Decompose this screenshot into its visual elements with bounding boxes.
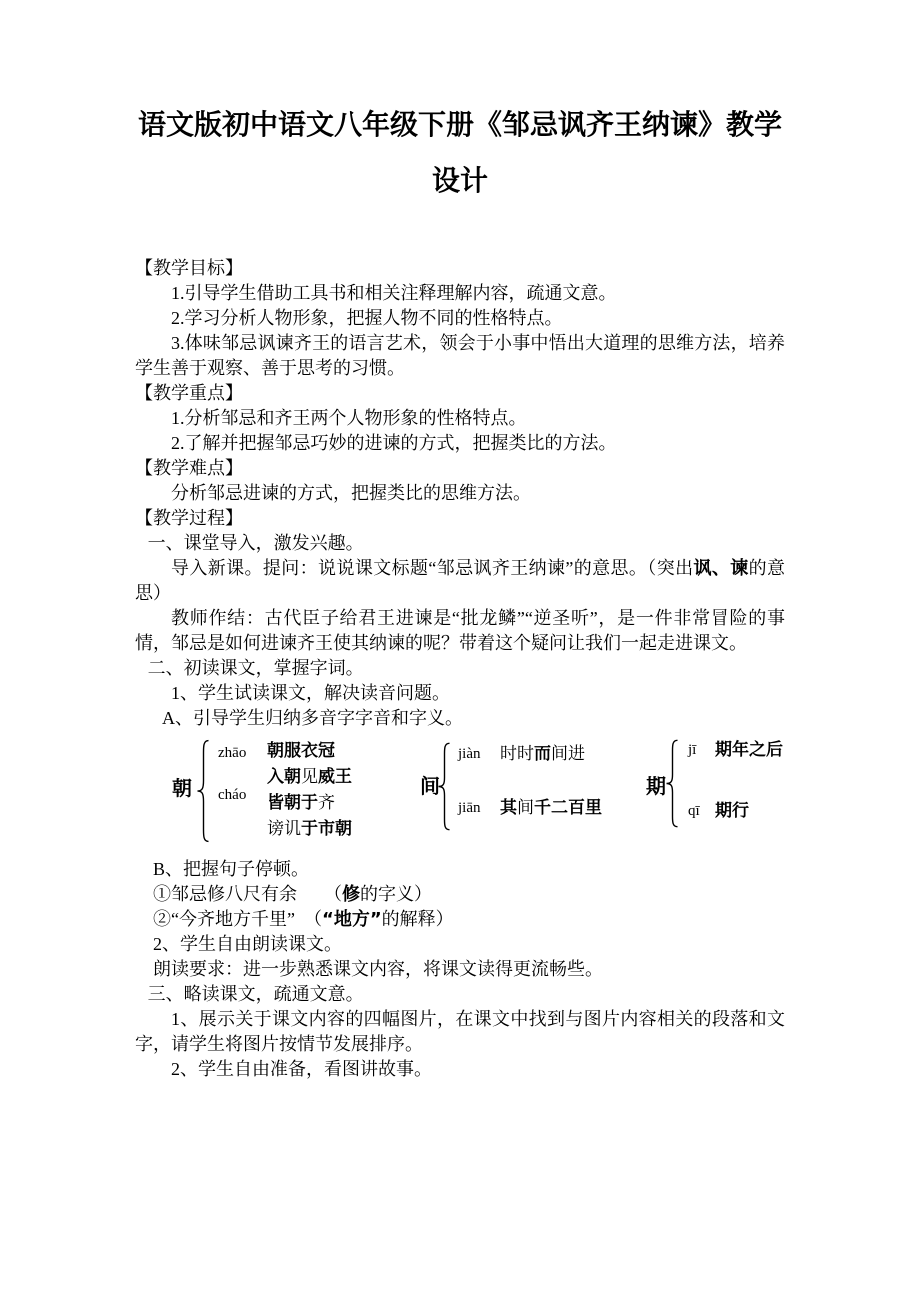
text: 三、略读课文，疏通文意。 [147,984,364,1004]
pinyin-label: qī [688,803,700,819]
polyphone-group [646,739,896,845]
text: 【教学过程】 [135,508,243,528]
example-phrase [267,766,352,788]
bold-text: 讽、谏 [693,558,749,579]
bold-text: 修 [342,884,360,905]
polyphone-group [172,739,422,845]
paragraph [135,481,785,506]
paragraph [135,531,785,556]
text: A、引导学生归纳多音字字音和字义。 [162,708,463,728]
bold-text: “地方” [321,909,382,930]
paragraph [135,857,785,882]
bold-text: 威王 [318,767,352,787]
brace-icon [437,742,451,831]
text: 1.分析邹忌和齐王两个人物形象的性格特点。 [171,408,527,428]
text: 2、学生自由准备，看图讲故事。 [171,1059,432,1079]
text: 2.了解并把握邹忌巧妙的进谏的方式，把握类比的方法。 [171,433,617,453]
pinyin-label: jiàn [458,746,481,762]
title-line-1: 语文版初中语文八年级下册《邹忌讽齐王纳谏》教学 [137,110,782,141]
text: ①邹忌修八尺有余 （ [153,884,342,904]
text: 间 [517,798,534,817]
paragraph [135,982,785,1007]
text: 分析邹忌进谏的方式，把握类比的思维方法。 [171,483,531,503]
text: 【教学目标】 [135,258,243,278]
text: ②“今齐地方千里” （ [153,909,322,929]
section-heading-objectives [135,256,785,281]
section-heading-key-points [135,381,785,406]
paragraph [135,306,785,331]
document-title [115,98,805,210]
example-phrase [715,800,749,822]
text: 齐 [318,793,335,812]
paragraph [135,431,785,456]
paragraph [135,882,785,907]
paragraph [135,281,785,306]
paragraph [135,606,785,656]
paragraph [135,556,785,606]
paragraph [135,406,785,431]
text: 3.体味邹忌讽谏齐王的语言艺术，领会于小事中悟出大道理的思维方法，培养学生善于观察、善于思考的习惯。 [135,333,785,378]
text: 的意思） [135,558,786,603]
paragraph [135,706,785,731]
paragraph [135,656,785,681]
text: 导入新课。提问：说说课文标题“邹忌讽齐王纳谏”的意思。（突出 [171,558,694,578]
bold-text: 朝服衣冠 [267,741,335,761]
pinyin-diagram [135,739,785,845]
text: 1、展示关于课文内容的四幅图片，在课文中找到与图片内容相关的段落和文字，请学生将图片按情节发展排序。 [135,1009,785,1054]
section-heading-process [135,506,785,531]
paragraph [135,1007,785,1057]
paragraph [135,932,785,957]
text: 时时 [500,744,534,763]
bold-text: 千二百里 [534,798,602,818]
bold-text: 入朝 [267,767,301,787]
example-phrase [267,740,335,762]
text: 2、学生自由朗读课文。 [153,934,342,954]
pinyin-label: zhāo [218,745,247,761]
example-phrase [500,797,602,819]
text: 见 [301,767,318,786]
head-character: 间 [420,774,440,798]
example-phrase [500,743,585,765]
paragraph [135,331,785,381]
section-heading-difficulties [135,456,785,481]
example-phrase [267,792,335,814]
text: 的字义） [360,884,432,904]
example-phrase [715,739,783,761]
text: 教师作结：古代臣子给君王进谏是“批龙鳞”“逆圣听”，是一件非常冒险的事情，邹忌是如何进谏齐王使其纳谏的呢？带着这个疑问让我们一起走进课文。 [135,608,785,653]
bold-text: 期行 [715,801,749,821]
paragraph [135,907,785,932]
text: 1.引导学生借助工具书和相关注释理解内容，疏通文意。 [171,283,617,303]
paragraph [135,681,785,706]
text: 二、初读课文，掌握字词。 [147,658,364,678]
document-body [135,256,785,1082]
text: 【教学难点】 [135,458,243,478]
bold-text: 而 [534,744,551,764]
bold-text: 于市朝 [301,819,352,839]
polyphone-group [420,739,670,845]
text: 1、学生试读课文，解决读音问题。 [171,683,450,703]
pinyin-label: cháo [218,787,247,803]
head-character: 期 [646,774,666,798]
bold-text: 皆朝于 [267,793,318,813]
paragraph [135,1057,785,1082]
text: 间进 [551,744,585,763]
brace-icon [196,739,210,843]
text: 的解释） [381,909,454,929]
title-line-2: 设计 [431,166,488,197]
head-character: 朝 [172,776,192,800]
brace-icon [665,739,679,828]
bold-text: 期年之后 [715,740,783,760]
pinyin-label: jī [688,742,697,758]
paragraph [135,957,785,982]
text: 2.学习分析人物形象，把握人物不同的性格特点。 [171,308,563,328]
pinyin-label: jiān [458,800,481,816]
example-phrase [267,818,352,840]
bold-text: 其 [500,798,517,818]
text: B、把握句子停顿。 [153,859,310,879]
text: 朗读要求：进一步熟悉课文内容，将课文读得更流畅些。 [153,959,603,979]
text: 一、课堂导入，激发兴趣。 [147,533,364,553]
text: 【教学重点】 [135,383,243,403]
text: 谤讥 [267,819,301,838]
